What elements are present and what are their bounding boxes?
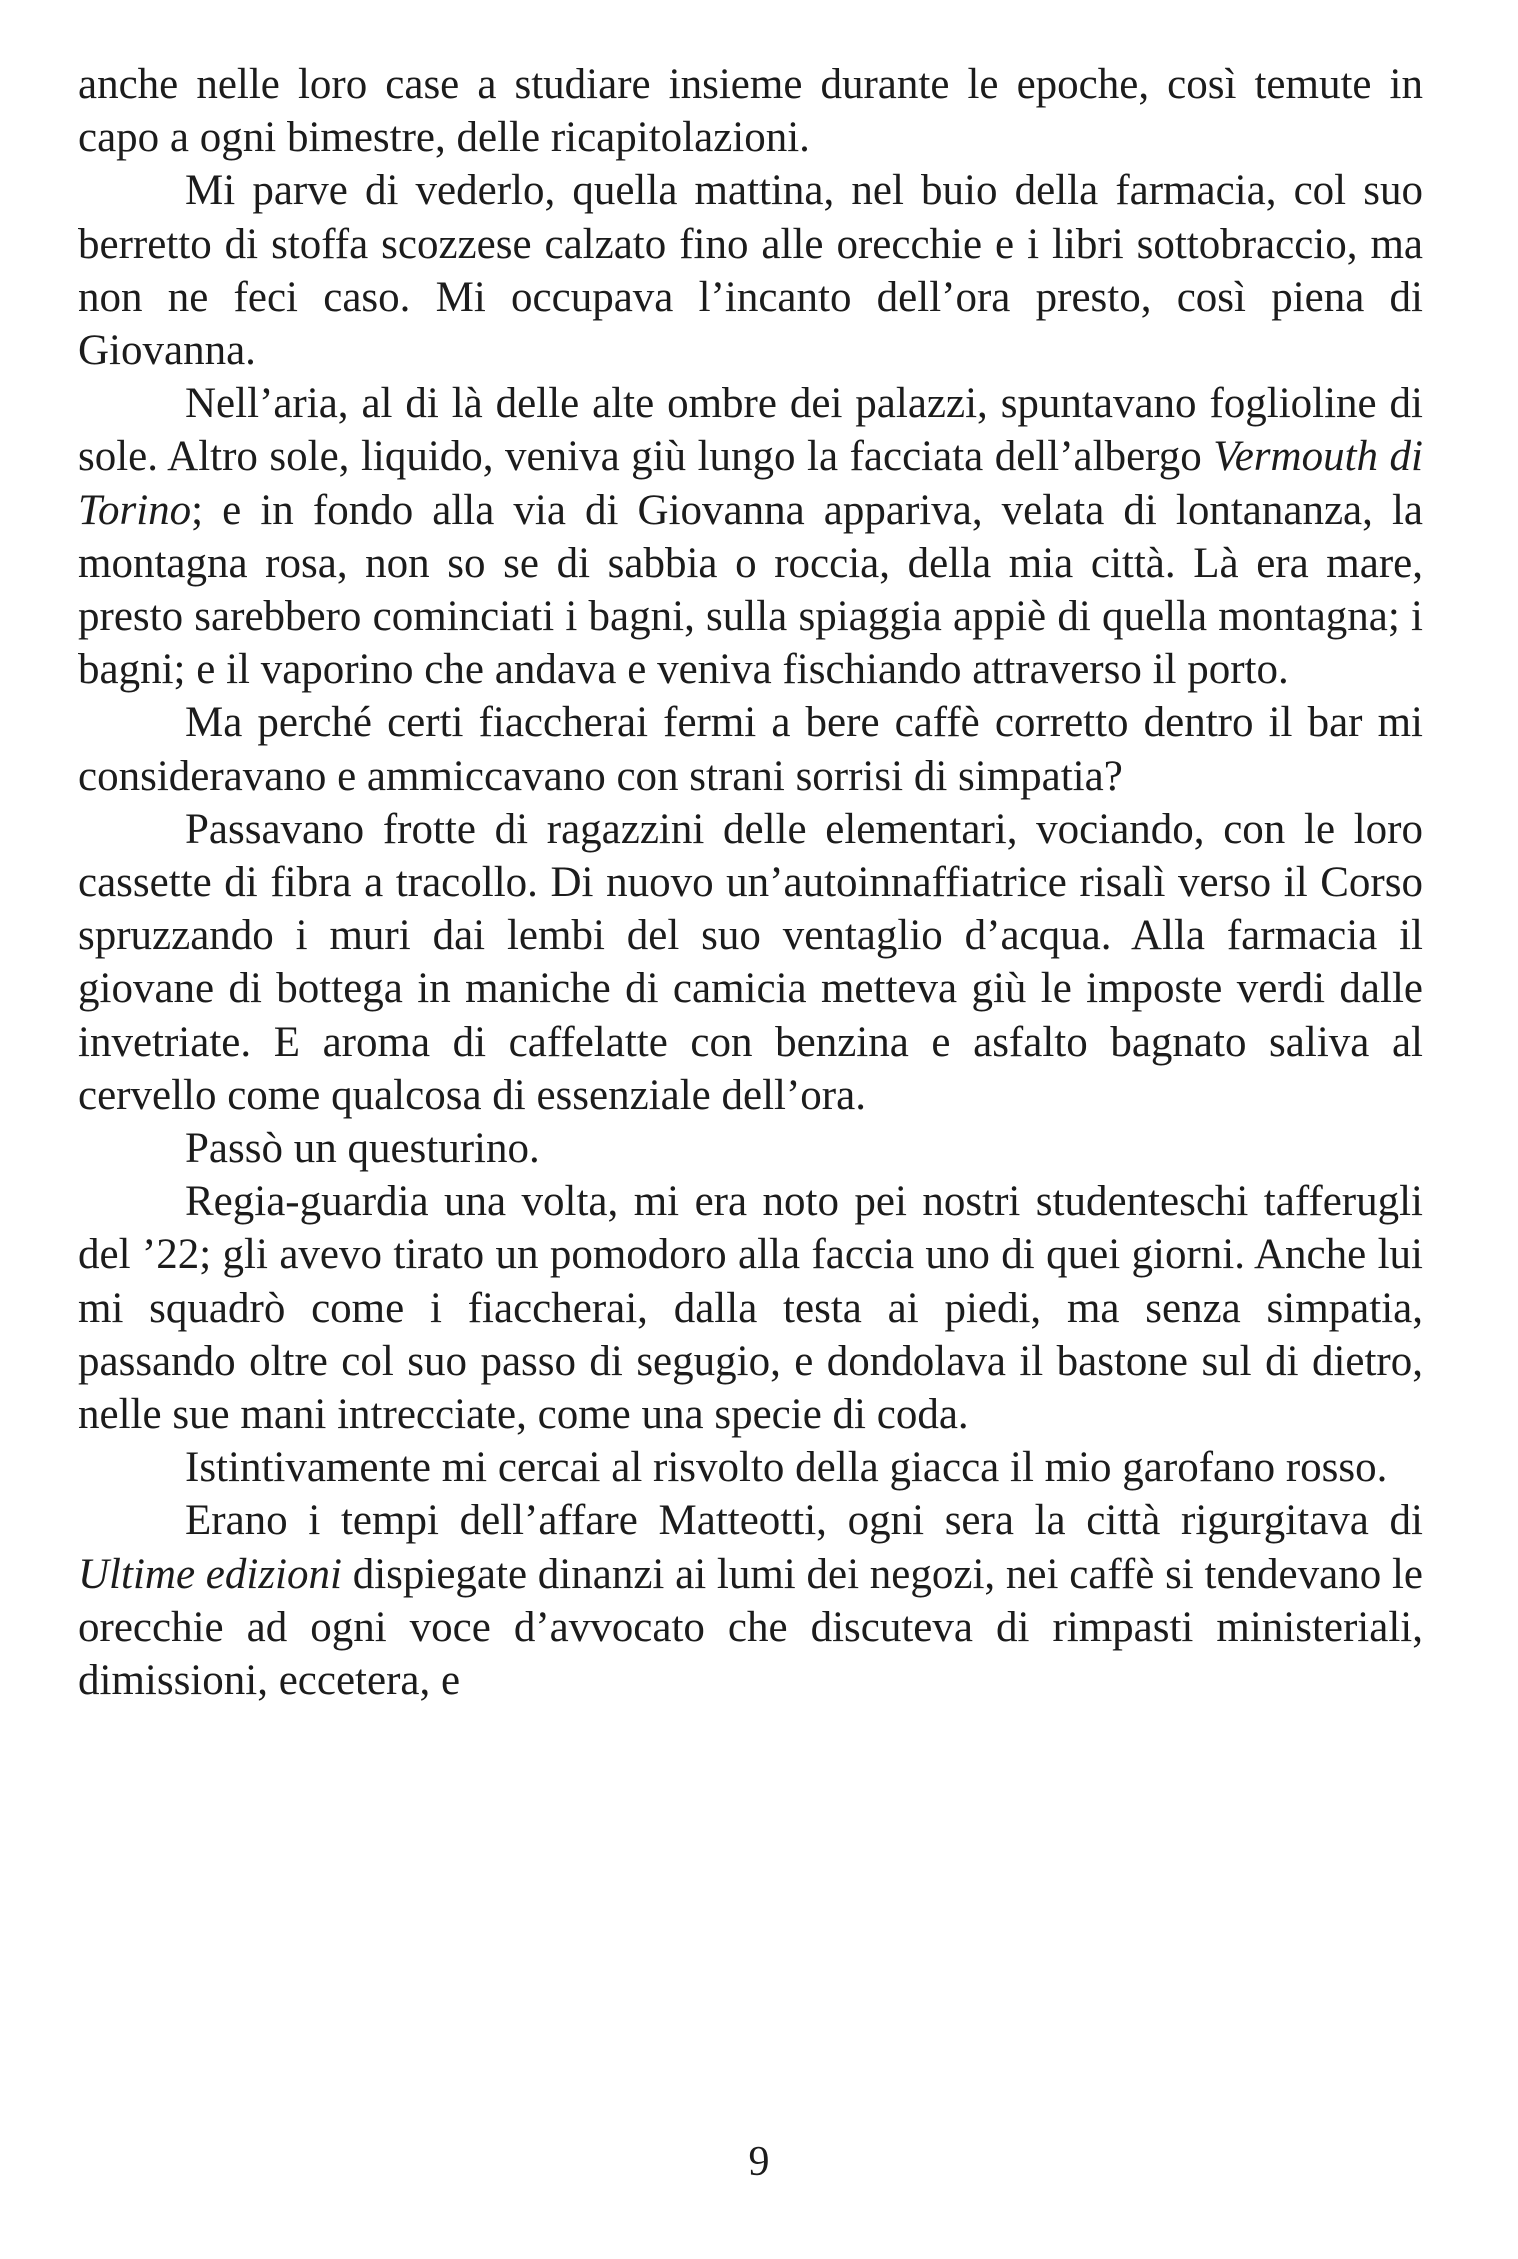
hotel-name-italic: Vermouth di Torino [78,433,1423,534]
paragraph-3 [78,377,1423,696]
paragraph-3-part-a: Nell’aria, al di là delle alte ombre dei palazzi, spuntavano foglioline di sole. Altro sole, liquido, veniva giù lungo la facciata dell’albergo [78,380,1423,481]
page-number: 9 [748,2139,770,2185]
paragraph-3-part-b: ; e in fondo alla via di Giovanna appariva, velata di lontananza, la montagna rosa, non so se di sabbia o roccia, della mia città. Là era mare, presto sarebbero cominciati i bagni, sulla spiaggia appiè di quella montagna; i bagni; e il vaporino che andava e veniva fischiando attraverso il porto. [78,486,1423,694]
paragraph-8: Istintivamente mi cercai al risvolto della giacca il mio garofano rosso. [185,1444,1388,1492]
paragraph-9-part-b: dispiegate dinanzi ai lumi dei negozi, nei caffè si tendevano le orecchie ad ogni voce d’avvocato che discuteva di rimpasti ministeriali, dimissioni, eccetera, e [78,1550,1423,1705]
paragraph-9 [78,1494,1423,1707]
paragraph-2: Mi parve di vederlo, quella mattina, nel buio della farmacia, col suo berretto di stoffa scozzese calzato fino alle orecchie e i libri sottobraccio, ma non ne feci caso. Mi occupava l’incanto dell’ora presto, così piena di Giovanna. [78,167,1423,375]
paragraph-1: anche nelle loro case a studiare insieme durante le epoche, così temute in capo a ogni bimestre, delle ricapitolazioni. [78,61,1423,162]
ultime-edizioni-italic: Ultime edizioni [78,1550,342,1598]
paragraph-6: Passò un questurino. [185,1125,540,1173]
paragraph-9-part-a: Erano i tempi dell’affare Matteotti, ogni sera la città rigurgitava di [185,1497,1423,1545]
page-body [78,58,1423,1707]
paragraph-4: Ma perché certi fiaccherai fermi a bere caffè corretto dentro il bar mi consideravano e ammiccavano con strani sorrisi di simpatia? [78,699,1423,800]
paragraph-7: Regia-guardia una volta, mi era noto pei nostri studenteschi tafferugli del ’22; gli avevo tirato un pomodoro alla faccia uno di quei giorni. Anche lui mi squadrò come i fiaccherai, dalla testa ai piedi, ma senza simpatia, passando oltre col suo passo di segugio, e dondolava il bastone sul di dietro, nelle sue mani intrecciate, come una specie di coda. [78,1178,1423,1439]
paragraph-5: Passavano frotte di ragazzini delle elementari, vociando, con le loro cassette di fibra a tracollo. Di nuovo un’autoinnaffiatrice risalì verso il Corso spruzzando i muri dai lembi del suo ventaglio d’acqua. Alla farmacia il giovane di bottega in maniche di camicia metteva giù le imposte verdi dalle invetriate. E aroma di caffelatte con benzina e asfalto bagnato saliva al cervello come qualcosa di essenziale dell’ora. [78,805,1423,1119]
